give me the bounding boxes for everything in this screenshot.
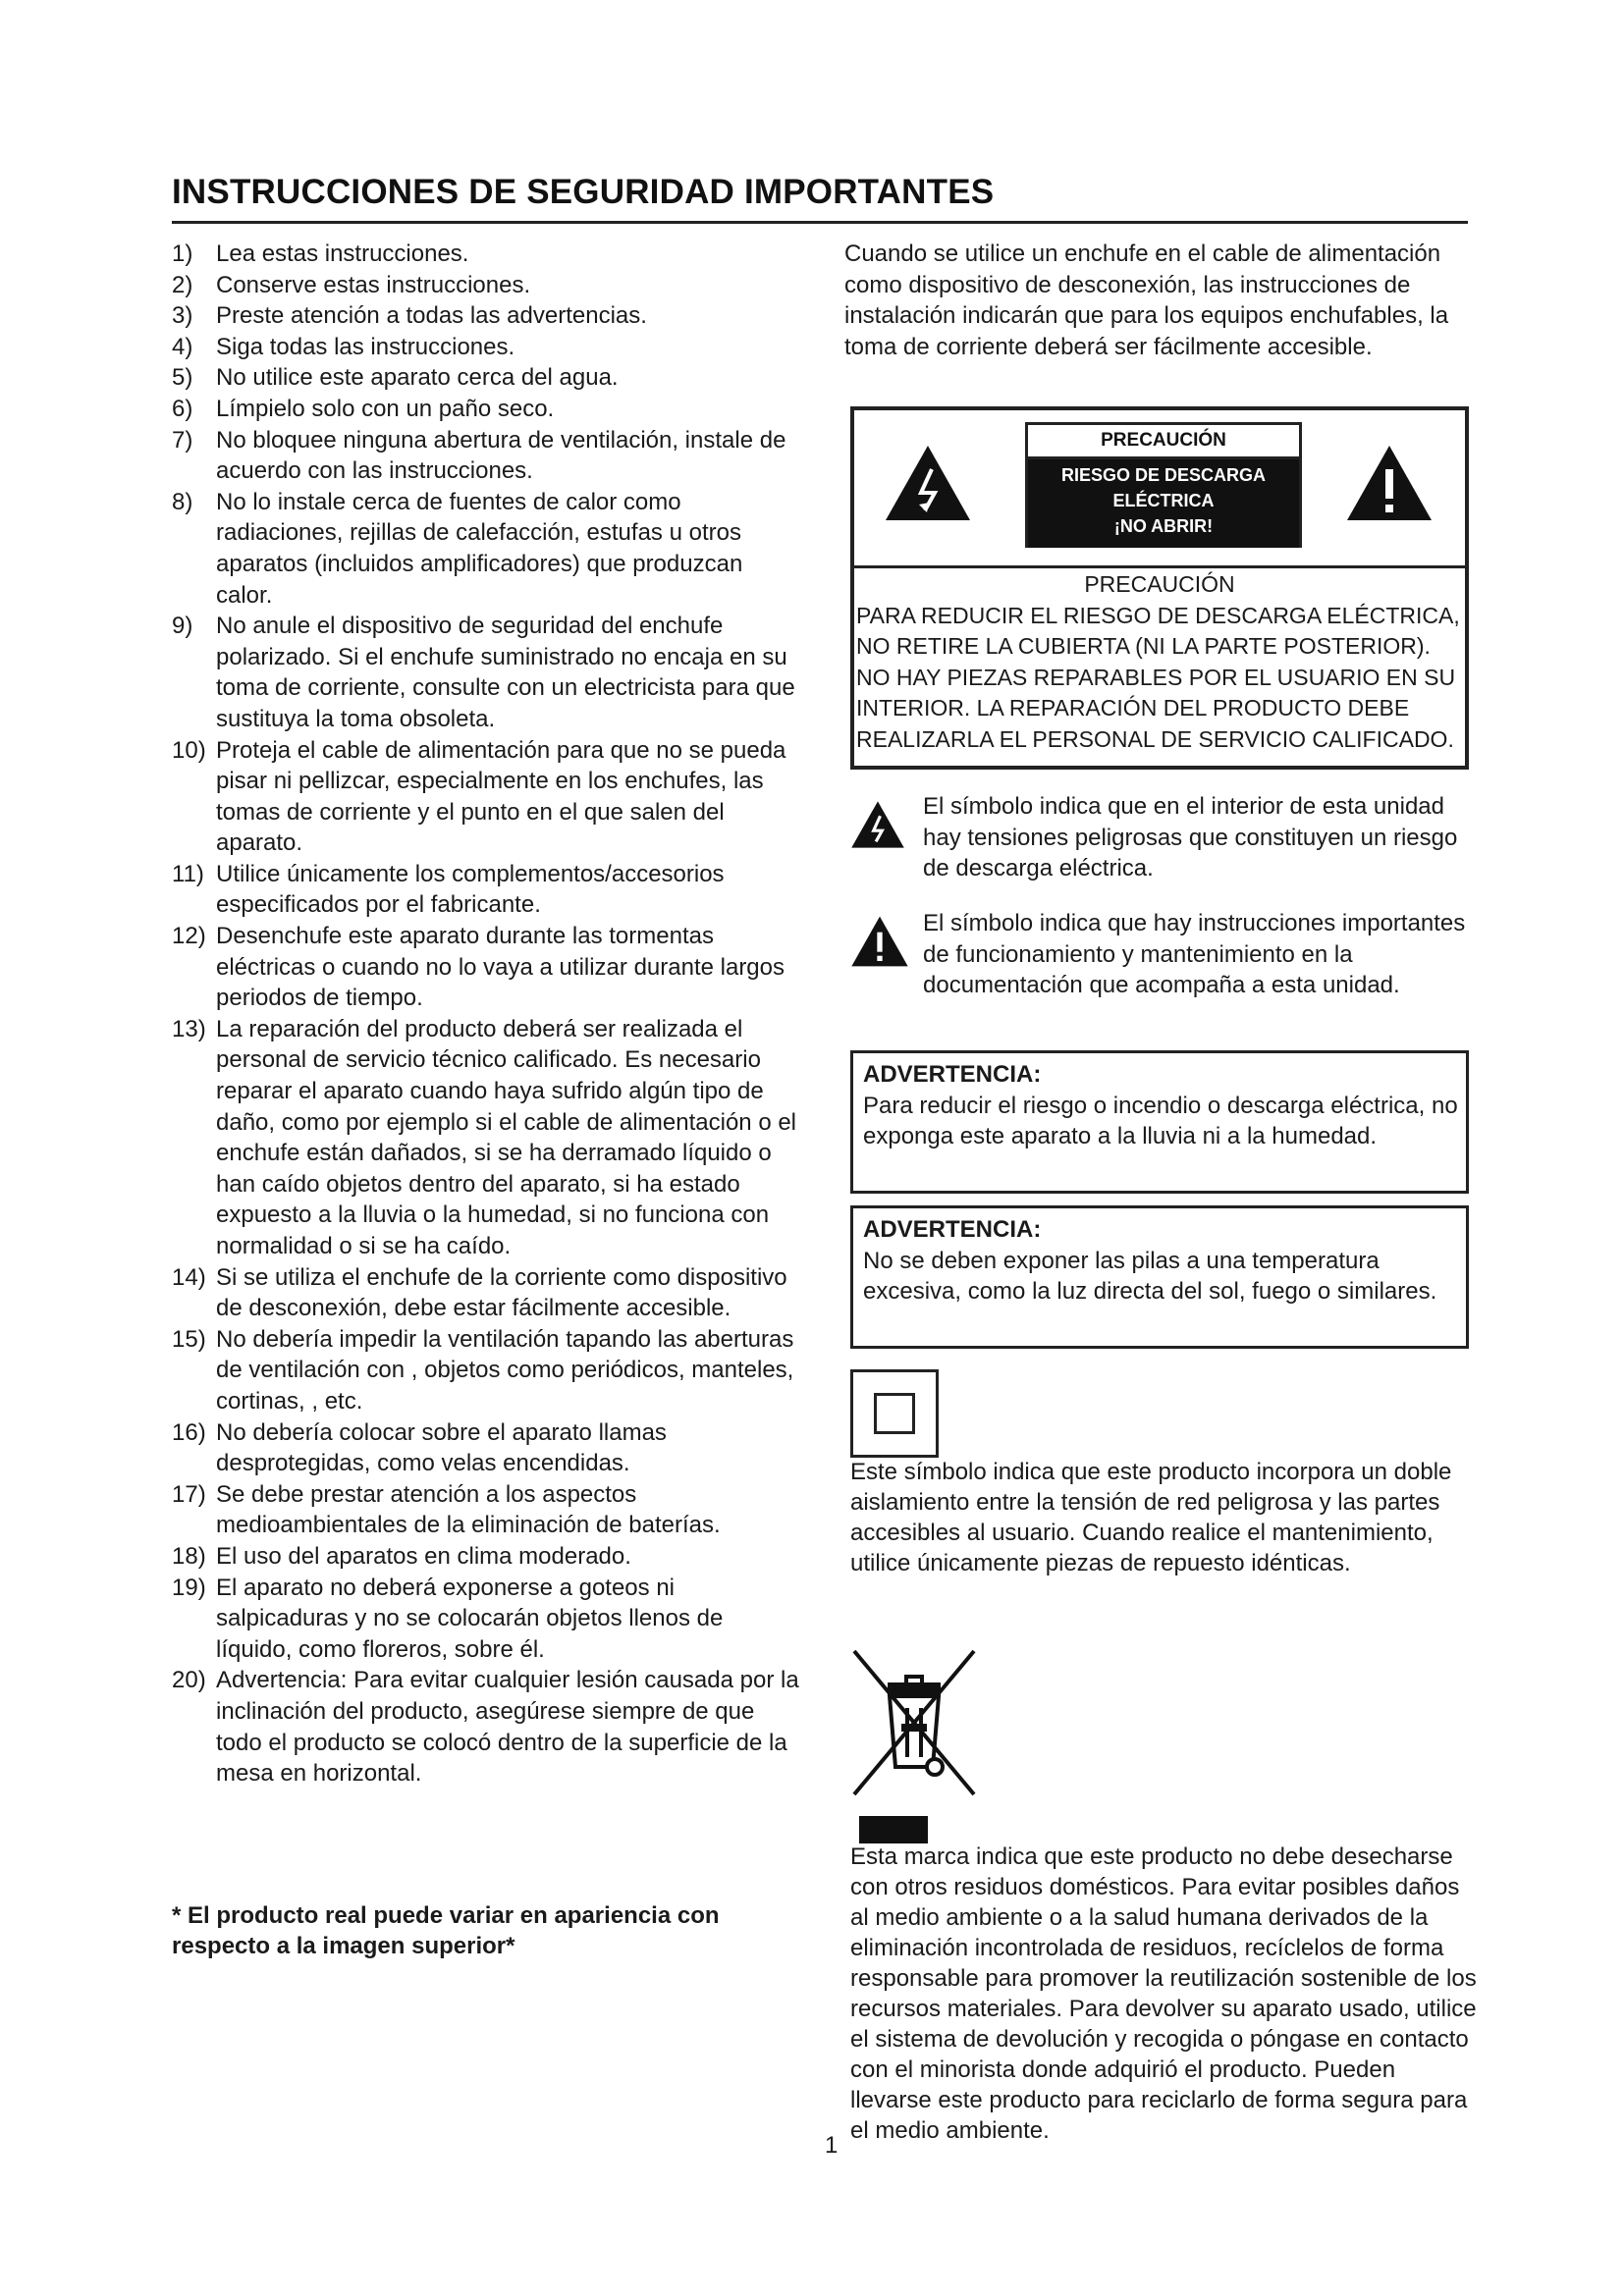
item-number: 2) — [172, 271, 193, 298]
double-insulation-text: Este símbolo indica que este producto incorpora un doble aislamiento entre la tensión de red peligrosa y las partes accesibles al usuario. Cuando realice el mantenimiento, utilice únicamente piezas de repuesto idénticas. — [850, 1459, 1452, 1576]
list-item — [172, 1324, 800, 1417]
item-number: 6) — [172, 395, 193, 422]
caution-sticker-line: ¡NO ABRIR! — [1113, 516, 1214, 536]
item-text: Lea estas instrucciones. — [216, 240, 469, 267]
item-text: Siga todas las instrucciones. — [216, 333, 515, 360]
list-item — [172, 362, 800, 394]
list-item — [172, 332, 800, 363]
caution-body: PARA REDUCIR EL RIESGO DE DESCARGA ELÉCTRICA, NO RETIRE LA CUBIERTA (NI LA PARTE POSTERIOR). NO HAY PIEZAS REPARABLES POR EL USUARIO EN SU INTERIOR. LA REPARACIÓN DEL PRODUCTO DEBE REALIZARLA EL PERSONAL DE SERVICIO CALIFICADO. — [856, 602, 1460, 752]
item-text: Si se utiliza el enchufe de la corriente como dispositivo de desconexión, debe estar fácilmente accesible. — [216, 1263, 787, 1322]
double-insulation-icon — [850, 1369, 939, 1458]
electric-shock-warning-icon — [884, 444, 972, 522]
list-item — [172, 270, 800, 301]
warning-box-batteries — [850, 1205, 1469, 1349]
crossed-out-wheelie-bin-icon — [850, 1647, 978, 1804]
item-number: 1) — [172, 240, 193, 267]
exclamation-triangle-icon — [850, 914, 909, 969]
item-text: Proteja el cable de alimentación para que no se pueda pisar ni pellizcar, especialmente en los enchufes, las tomas de corriente y el punto en el que salen del aparato. — [216, 736, 786, 857]
caution-description — [854, 565, 1465, 755]
title-divider — [172, 221, 1468, 224]
item-number: 11) — [172, 860, 204, 887]
list-item — [172, 1573, 800, 1666]
list-item — [172, 859, 800, 921]
item-text: No anule el dispositivo de seguridad del enchufe polarizado. Si el enchufe suministrado no encaja en su toma de corriente, consulte con un electricista para que sustituya la toma obsoleta. — [216, 613, 795, 732]
item-number: 18) — [172, 1542, 206, 1570]
list-item — [172, 1479, 800, 1541]
item-text: Preste atención a todas las advertencias. — [216, 302, 647, 330]
item-number: 10) — [172, 736, 206, 764]
item-text: La reparación del producto deberá ser realizada el personal de servicio técnico calificado. Es necesario reparar el aparato cuando haya sufrido algún tipo de daño, como por ejemplo si el cable de alimentación o el enchufe están dañados, si se ha derramado líquido o han caído objetos dentro del aparato, si ha estado expuesto a la lluvia o la humedad, si no funciona con normalidad o si se ha caído. — [216, 1015, 797, 1259]
item-number: 9) — [172, 613, 193, 640]
item-text: No lo instale cerca de fuentes de calor como radiaciones, rejillas de calefacción, estufas u otros aparatos (incluidos amplificadores) que produzcan calor. — [216, 488, 743, 609]
item-number: 8) — [172, 488, 193, 515]
item-number: 14) — [172, 1263, 206, 1291]
item-text: Utilice únicamente los complementos/accesorios especificados por el fabricante. — [216, 860, 725, 919]
warning-heading: ADVERTENCIA: — [863, 1061, 1042, 1088]
list-item — [172, 735, 800, 859]
list-item — [172, 1417, 800, 1479]
item-text: No debería colocar sobre el aparato llamas desprotegidas, como velas encendidas. — [216, 1418, 667, 1477]
exclamation-symbol-explanation — [850, 908, 1469, 1036]
caution-sticker-title: PRECAUCIÓN — [1028, 425, 1299, 459]
list-item — [172, 300, 800, 332]
caution-sticker — [1025, 422, 1302, 548]
item-number: 16) — [172, 1418, 206, 1446]
warning-body: No se deben exponer las pilas a una temperatura excesiva, como la luz directa del sol, fuego o similares. — [863, 1247, 1437, 1305]
item-number: 17) — [172, 1480, 206, 1508]
weee-disposal-text: Esta marca indica que este producto no debe desecharse con otros residuos domésticos. Para evitar posibles daños al medio ambiente o a la salud humana derivados de la eliminación incontrolada de residuos, recíclelos de forma responsable para promover la reutilización sostenible de los recursos materiales. Para devolver su aparato usado, utilice el sistema de devolución y recogida o póngase en contacto con el minorista donde adquirió el producto. Pueden llevarse este producto para reciclarlo de forma segura para el medio ambiente. — [850, 1843, 1477, 2144]
item-number: 12) — [172, 923, 206, 950]
exclamation-symbol-text: El símbolo indica que hay instrucciones importantes de funcionamiento y mantenimiento en la documentación que acompaña a esta unidad. — [923, 910, 1466, 998]
list-item — [172, 921, 800, 1014]
list-item — [172, 394, 800, 425]
warning-body: Para reducir el riesgo o incendio o descarga eléctrica, no exponga este aparato a la lluvia ni a la humedad. — [863, 1092, 1458, 1149]
item-text: Desenchufe este aparato durante las tormentas eléctricas o cuando no lo vaya a utilizar durante largos periodos de tiempo. — [216, 923, 785, 1012]
item-number: 15) — [172, 1325, 206, 1353]
item-text: Conserve estas instrucciones. — [216, 271, 531, 298]
list-item — [172, 611, 800, 734]
item-text: El uso del aparatos en clima moderado. — [216, 1542, 631, 1570]
caution-heading: PRECAUCIÓN — [1084, 571, 1235, 597]
lightning-symbol-explanation — [850, 791, 1469, 889]
list-item — [172, 239, 800, 270]
weee-black-bar — [859, 1816, 928, 1843]
item-number: 4) — [172, 333, 193, 360]
item-text: No debería impedir la ventilación tapando las aberturas de ventilación con , objetos como periódicos, manteles, cortinas, , etc. — [216, 1325, 794, 1415]
item-number: 19) — [172, 1574, 206, 1601]
double-insulation-inner-square — [874, 1393, 915, 1434]
item-number: 7) — [172, 426, 193, 454]
item-number: 3) — [172, 302, 193, 330]
warning-box-moisture — [850, 1050, 1469, 1194]
item-text: Se debe prestar atención a los aspectos medioambientales de la eliminación de baterías. — [216, 1480, 721, 1539]
item-text: No utilice este aparato cerca del agua. — [216, 364, 619, 392]
exclamation-warning-icon — [1345, 444, 1434, 522]
item-text: No bloquee ninguna abertura de ventilación, instale de acuerdo con las instrucciones. — [216, 426, 786, 485]
item-text: El aparato no deberá exponerse a goteos ni salpicaduras y no se colocarán objetos llenos de líquido, como floreros, sobre él. — [216, 1574, 724, 1663]
warning-heading: ADVERTENCIA: — [863, 1216, 1042, 1243]
caution-sticker-body — [1028, 459, 1299, 548]
lightning-symbol-text: El símbolo indica que en el interior de esta unidad hay tensiones peligrosas que constituyen un riesgo de descarga eléctrica. — [923, 793, 1458, 881]
instructions-list — [172, 239, 800, 1789]
page-title: INSTRUCCIONES DE SEGURIDAD IMPORTANTES — [172, 173, 995, 211]
caution-sticker-line: ELÉCTRICA — [1112, 491, 1215, 510]
caution-label-header — [854, 410, 1465, 568]
lightning-triangle-icon — [850, 797, 905, 852]
caution-sticker-line: RIESGO DE DESCARGA — [1060, 465, 1267, 485]
instructions-column — [172, 239, 800, 1789]
list-item — [172, 1262, 800, 1324]
item-text: Límpielo solo con un paño seco. — [216, 395, 555, 422]
caution-label-box — [850, 406, 1469, 770]
list-item — [172, 1014, 800, 1262]
product-appearance-note: * El producto real puede variar en apariencia con respecto a la imagen superior* — [172, 1902, 720, 1959]
list-item — [172, 425, 800, 487]
item-number: 20) — [172, 1667, 206, 1694]
intro-paragraph: Cuando se utilice un enchufe en el cable de alimentación como dispositivo de desconexión, las instrucciones de instalación indicarán que para los equipos enchufables, la toma de corriente deberá ser fácilmente accesible. — [844, 240, 1449, 360]
page-number: 1 — [825, 2132, 839, 2159]
item-number: 5) — [172, 364, 193, 392]
list-item — [172, 487, 800, 611]
list-item — [172, 1541, 800, 1573]
list-item — [172, 1665, 800, 1789]
item-text: Advertencia: Para evitar cualquier lesión causada por la inclinación del producto, asegúrese siempre de que todo el producto se colocó dentro de la superficie de la mesa en horizontal. — [216, 1667, 799, 1788]
item-number: 13) — [172, 1015, 206, 1042]
